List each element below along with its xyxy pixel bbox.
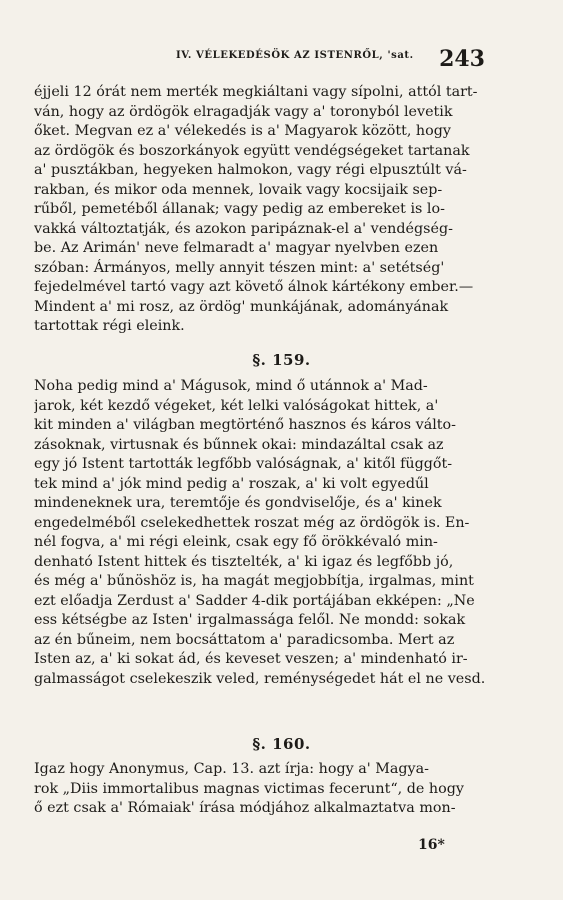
paragraph-1 <box>34 83 518 337</box>
text-line: Igaz hogy Anonymus, Cap. 13. azt írja: hogy a' Magya- <box>34 761 429 777</box>
text-line: ezt előadja Zerdust a' Sadder 4-dik portájában ekképen: „Ne <box>34 592 475 609</box>
text-line: kit minden a' világban megtörténő hasznos és káros válto- <box>34 417 456 433</box>
text-line: be. Az Arimán' neve felmaradt a' magyar nyelvben ezen <box>34 240 439 256</box>
text-line: a' pusztákban, hegyeken halmokon, vagy régi elpusztúlt vá- <box>34 162 467 178</box>
text-line: galmasságot cselekeszik veled, reménységedet hát el ne vesd. <box>34 670 486 687</box>
text-line: rakban, és mikor oda mennek, lovaik vagy kocsijaik sep- <box>34 181 443 198</box>
text-line: rok „Diis immortalibus magnas victimas fecerunt“, de hogy <box>34 780 464 797</box>
text-line: denható Istent hittek és tisztelték, a' ki igaz és legfőbb jó, <box>34 553 454 570</box>
text-line: éjjeli 12 órát nem merték megkiáltani vagy sípolni, attól tart- <box>34 84 478 100</box>
text-line: Mindent a' mi rosz, az ördög' munkájának, adományának <box>34 298 449 315</box>
running-head: IV. VÉLEKEDÉSÖK AZ ISTENRŐL, 'sat. <box>176 50 414 61</box>
page-header <box>0 46 563 72</box>
text-line: az én bűneim, nem bocsáttatom a' paradicsomba. Mert az <box>34 631 455 648</box>
text-line: fejedelmével tartó vagy azt követő álnok kártékony ember.— <box>34 279 474 295</box>
text-line: őket. Megvan ez a' vélekedés is a' Magyarok között, hogy <box>34 123 451 139</box>
paragraph-2 <box>34 377 518 689</box>
text-line: ess kétségbe az Isten' irgalmassága felől. Ne mondd: sokak <box>34 612 466 628</box>
paragraph-3 <box>34 760 518 819</box>
text-line: Noha pedig mind a' Mágusok, mind ő utánnok a' Mad- <box>34 378 428 394</box>
text-line: zásoknak, virtusnak és bűnnek okai: mindazáltal csak az <box>34 436 444 453</box>
text-line: tartottak régi eleink. <box>34 318 185 334</box>
text-line: az ördögök és boszorkányok együtt vendégségeket tartanak <box>34 142 470 159</box>
text-line: engedelméből cselekedhettek roszat még az ördögök is. En- <box>34 514 470 531</box>
text-line: szóban: Ármányos, melly annyit tészen mint: a' setétség' <box>34 259 445 276</box>
text-line: jarok, két kezdő végeket, két lelki valóságokat hittek, a' <box>34 397 439 414</box>
text-line: ván, hogy az ördögök elragadják vagy a' toronyból levetik <box>34 103 453 120</box>
text-line: rűből, pemetéből állanak; vagy pedig az embereket is lo- <box>34 201 445 217</box>
text-line: mindeneknek ura, teremtője és gondviselője, és a' kinek <box>34 495 442 511</box>
section-heading-160: §. 160. <box>252 735 311 753</box>
text-line: nél fogva, a' mi régi eleink, csak egy fő örökkévaló min- <box>34 534 438 550</box>
text-line: egy jó Istent tartották legfőbb valóságnak, a' kitől függőt- <box>34 456 453 472</box>
text-line: és még a' bűnöshöz is, ha magát megjobbítja, irgalmas, mint <box>34 573 474 589</box>
text-line: vakká változtatják, és azokon paripáznak-el a' vendégség- <box>34 220 453 237</box>
text-line: tek mind a' jók mind pedig a' roszak, a' ki volt egyedűl <box>34 475 429 492</box>
text-line: Isten az, a' ki sokat ád, és keveset veszen; a' mindenható ir- <box>34 651 468 667</box>
page-number: 243 <box>439 46 485 72</box>
signature-mark: 16* <box>418 837 445 853</box>
text-line: ő ezt csak a' Rómaiak' írása módjához alkalmaztatva mon- <box>34 800 456 816</box>
section-heading-159: §. 159. <box>252 351 311 369</box>
